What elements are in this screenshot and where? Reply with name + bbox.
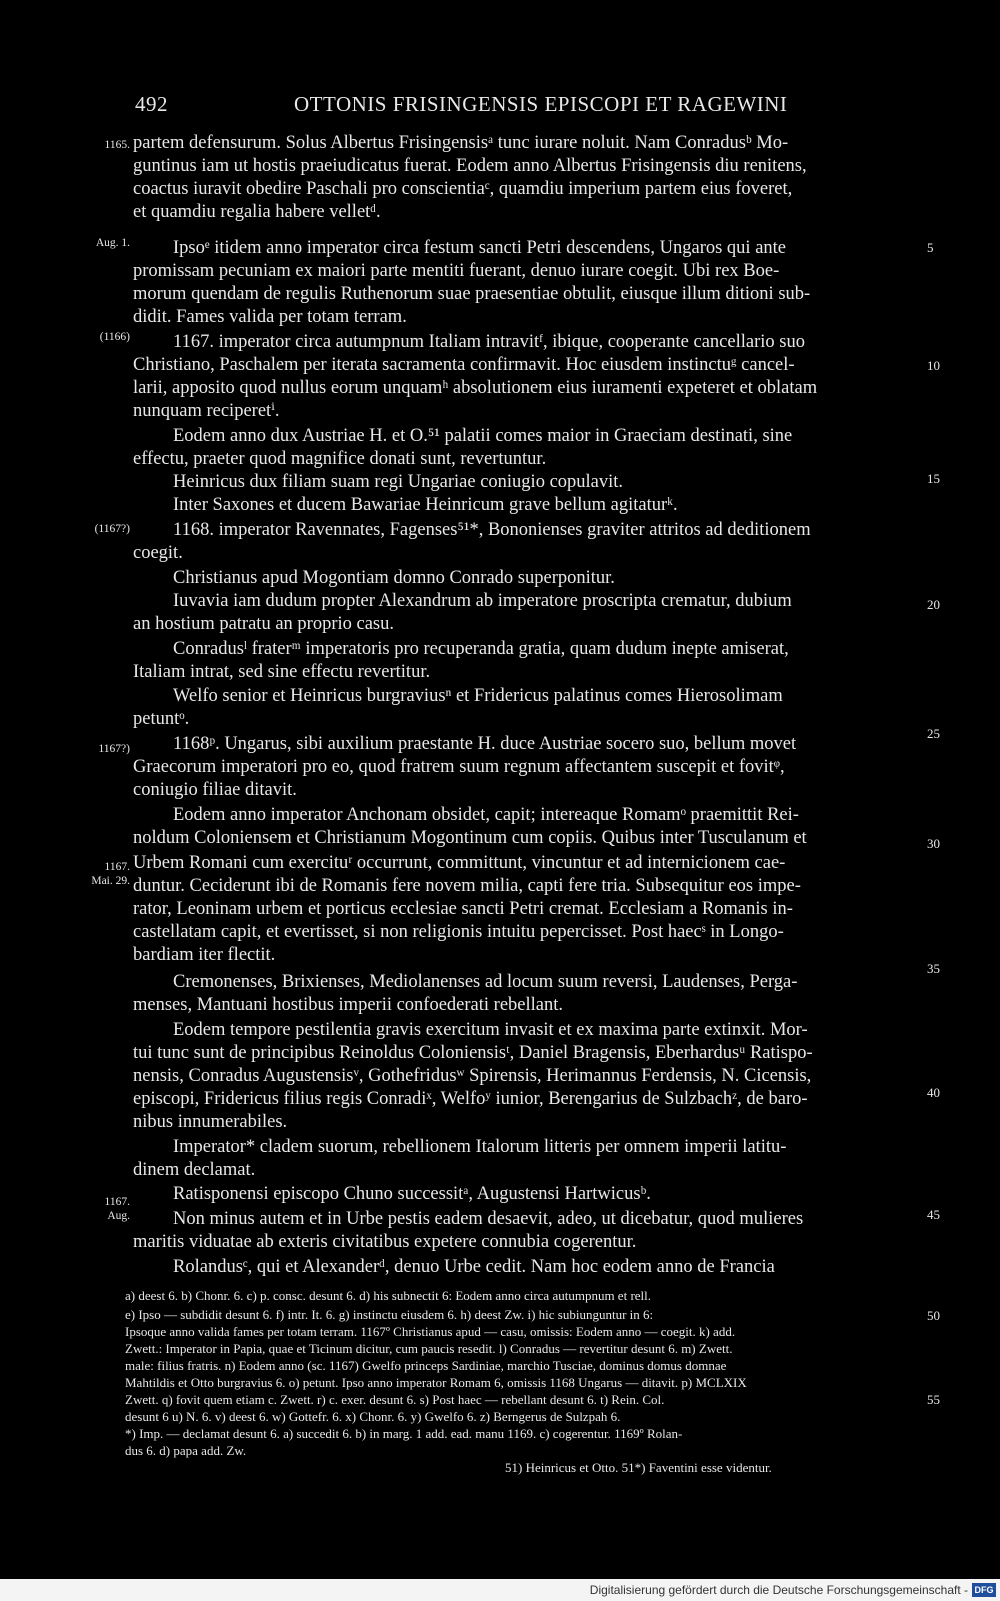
text-line: Eodem tempore pestilentia gravis exercitum invasit et ex maxima parte extinxit. Mor- (173, 1020, 808, 1040)
text-line: coniugio filiae ditavit. (133, 780, 297, 800)
text-line: Iuvavia iam dudum propter Alexandrum ab imperatore proscripta crematur, dubium (173, 591, 792, 611)
text-line: effectu, praeter quod magnifice donati sunt, revertuntur. (133, 449, 547, 469)
text-line: Non minus autem et in Urbe pestis eadem desaevit, adeo, ut dicebatur, quod mulieres (173, 1209, 804, 1229)
footnote-line: *) Imp. — declamat desunt 6. a) succedit 6. b) in marg. 1 add. ead. manu 1169. c) cogerentur. 1169º Rolan- (125, 1426, 683, 1441)
text-line: Cremonenses, Brixienses, Mediolanenses ad locum suum reversi, Laudenses, Perga- (173, 972, 798, 992)
text-line: Imperator* cladem suorum, rebellionem Italorum litteris per omnem imperii latitu- (173, 1137, 787, 1157)
text-line: Heinricus dux filiam suam regi Ungariae coniugio copulavit. (173, 472, 624, 492)
margin-date-note: Aug. (107, 1210, 130, 1222)
margin-date-note: 1167?) (98, 743, 130, 755)
margin-date-note: (1167?) (94, 523, 130, 535)
running-title: OTTONIS FRISINGENSIS EPISCOPI ET RAGEWINI (294, 92, 788, 116)
text-line: 1168. imperator Ravennates, Fagenses⁵¹*, Bononienses graviter attritos ad deditionem (173, 520, 811, 540)
text-line: nunquam reciperetⁱ. (133, 401, 280, 421)
digitization-footer (0, 1579, 1000, 1601)
line-number: 10 (927, 358, 940, 373)
text-line: coactus iuravit obedire Paschali pro conscientiaᶜ, quamdiu imperium partem eius foveret, (133, 179, 793, 199)
text-line: dinem declamat. (133, 1160, 256, 1180)
footnote-line: Mahtildis et Otto burgravius 6. o) petunt. Ipso anno imperator Romam 6, omissis 1168 Ungarus — ditavit. p) MCLXIX (125, 1375, 747, 1390)
text-line: larii, apposito quod nullus eorum unquamʰ absolutionem eius iuramenti expeteret et oblatam (133, 378, 818, 398)
text-line: Inter Saxones et ducem Bawariae Heinricum grave bellum agitaturᵏ. (173, 495, 678, 515)
footnote-line: desunt 6 u) N. 6. v) deest 6. w) Gottefr. 6. x) Chonr. 6. y) Gwelfo 6. z) Berngerus de Sulzpah 6. (125, 1409, 621, 1424)
line-number: 40 (927, 1085, 940, 1100)
text-line: bardiam iter flectit. (133, 945, 276, 965)
text-line: nibus innumerabiles. (133, 1112, 288, 1132)
line-number: 35 (927, 961, 940, 976)
text-line: petuntᵒ. (133, 709, 190, 729)
text-line: coegit. (133, 543, 183, 563)
text-line: Christiano, Paschalem per iterata sacramenta confirmavit. Hoc eiusdem instinctuᵍ cancel- (133, 355, 795, 375)
margin-date-note: Aug. 1. (95, 237, 130, 249)
text-line: castellatam capit, et evertisset, si non religionis intuitu pepercisset. Post haecˢ in Longo- (133, 922, 784, 942)
text-line: an hostium patratu an proprio casu. (133, 614, 394, 634)
line-number: 45 (927, 1207, 940, 1222)
text-line: Italiam intrat, sed sine effectu revertitur. (133, 662, 431, 682)
text-line: Ipsoᵉ itidem anno imperator circa festum sancti Petri descendens, Ungaros qui ante (173, 238, 787, 258)
text-line: Eodem anno dux Austriae H. et O.⁵¹ palatii comes maior in Graeciam destinati, sine (173, 426, 793, 446)
line-number-55: 55 (927, 1392, 940, 1407)
text-line: nensis, Conradus Augustensisᵛ, Gothefridusʷ Spirensis, Herimannus Ferdensis, N. Cicensis, (133, 1066, 812, 1086)
text-line: Eodem anno imperator Anchonam obsidet, capit; intereaque Romamᵒ praemittit Rei- (173, 805, 799, 825)
text-line: Conradusˡ fraterᵐ imperatoris pro recuperanda gratia, quam dudum inepte amiserat, (173, 639, 789, 659)
text-line: et quamdiu regalia habere velletᵈ. (133, 202, 381, 222)
text-line: 1167. imperator circa autumpnum Italiam intravitᶠ, ibique, cooperante cancellario suo (173, 332, 805, 352)
margin-date-note: 1165. (104, 139, 130, 151)
page-number: 492 (135, 92, 168, 116)
text-line: 1168ᵖ. Ungarus, sibi auxilium praestante H. duce Austriae socero suo, bellum movet (173, 734, 797, 754)
footer-text: Digitalisierung gefördert durch die Deutsche Forschungsgemeinschaft - (589, 1583, 968, 1597)
text-line: episcopi, Fridericus filius regis Conradiˣ, Welfoʸ iunior, Berengarius de Sulzbachᶻ, de baro- (133, 1089, 808, 1109)
text-line: maritis viduatae ab exteris civitatibus expetere connubia cogerentur. (133, 1232, 637, 1252)
text-line: didit. Fames valida per totam terram. (133, 307, 407, 327)
footnote-line: male: filius fratris. n) Eodem anno (sc. 1167) Gwelfo princeps Sardiniae, marchio Tusciae, dominus domus domnae (125, 1358, 727, 1373)
text-line: tui tunc sunt de principibus Reinoldus Coloniensisᵗ, Daniel Bragensis, Eberhardusᵘ Ratispo- (133, 1043, 813, 1063)
text-line: Rolandusᶜ, qui et Alexanderᵈ, denuo Urbe cedit. Nam hoc eodem anno de Francia (173, 1257, 775, 1277)
text-line: Urbem Romani cum exercituʳ occurrunt, committunt, vincuntur et ad internicionem cae- (133, 853, 786, 873)
line-number: 5 (927, 240, 934, 255)
footnote-line: Zwett. q) fovit quem etiam c. Zwett. r) c. exer. desunt 6. s) Post haec — rebellant desunt 6. t) Rein. Col. (125, 1392, 665, 1407)
text-line: menses, Mantuani hostibus imperii confoederati rebellant. (133, 995, 564, 1015)
margin-date-note: 1167. (104, 1196, 130, 1208)
line-number: 25 (927, 726, 940, 741)
text-line: partem defensurum. Solus Albertus Frisingensisᵃ tunc iurare noluit. Nam Conradusᵇ Mo- (133, 133, 789, 153)
text-line: noldum Coloniensem et Christianum Mogontinum cum copiis. Quibus inter Tusculanum et (133, 828, 807, 848)
margin-date-note: Mai. 29. (91, 875, 130, 887)
footnote-line: 51) Heinricus et Otto. 51*) Faventini esse videntur. (505, 1460, 772, 1475)
footnote-line: Ipsoque anno valida fames per totam terram. 1167º Christianus apud — casu, omissis: Eodem anno — coegit. k) add. (125, 1324, 736, 1339)
text-line: rator, Leoninam urbem et porticus ecclesiae sancti Petri cremat. Ecclesiam a Romanis in- (133, 899, 793, 919)
text-line: Christianus apud Mogontiam domno Conrado superponitur. (173, 568, 615, 588)
text-line: promissam pecuniam ex maiori parte mentiti fuerant, denuo iurare coegit. Ubi rex Boe- (133, 261, 780, 281)
text-line: Graecorum imperatori pro eo, quod fratrem suum regnum affectantem suscepit et fovitᵠ, (133, 757, 785, 777)
line-number-50: 50 (927, 1308, 940, 1323)
margin-date-note: (1166) (99, 331, 130, 343)
text-line: Welfo senior et Heinricus burgraviusⁿ et Fridericus palatinus comes Hierosolimam (173, 686, 783, 706)
margin-date-note: 1167. (104, 861, 130, 873)
text-line: duntur. Ceciderunt ibi de Romanis fere novem milia, capti fere tria. Subsequitur eos impe- (133, 876, 801, 896)
line-number: 15 (927, 471, 940, 486)
footnote-line: dus 6. d) papa add. Zw. (125, 1443, 247, 1458)
footnote-line: e) Ipso — subdidit desunt 6. f) intr. It. 6. g) instinctu eiusdem 6. h) deest Zw. i) hic subiunguntur in 6: (125, 1307, 654, 1322)
text-line: morum quendam de regulis Ruthenorum suae praesentiae obtulit, eiusque illum ditioni sub- (133, 284, 811, 304)
text-line: Ratisponensi episcopo Chuno successitᵃ, Augustensi Hartwicusᵇ. (173, 1184, 651, 1204)
line-number: 30 (927, 836, 940, 851)
dfg-logo: DFG (972, 1583, 996, 1597)
footnote-line: Zwett.: Imperator in Papia, quae et Ticinum dicitur, cum paucis resedit. l) Conradus — revertitur desunt 6. m) Zwett. (125, 1341, 733, 1356)
footnote-line: a) deest 6. b) Chonr. 6. c) p. consc. desunt 6. d) his subnectit 6: Eodem anno circa autumpnum et rell. (125, 1288, 652, 1303)
text-line: guntinus iam ut hostis praeiudicatus fuerat. Eodem anno Albertus Frisingensis diu renitens, (133, 156, 807, 176)
line-number: 20 (927, 597, 940, 612)
